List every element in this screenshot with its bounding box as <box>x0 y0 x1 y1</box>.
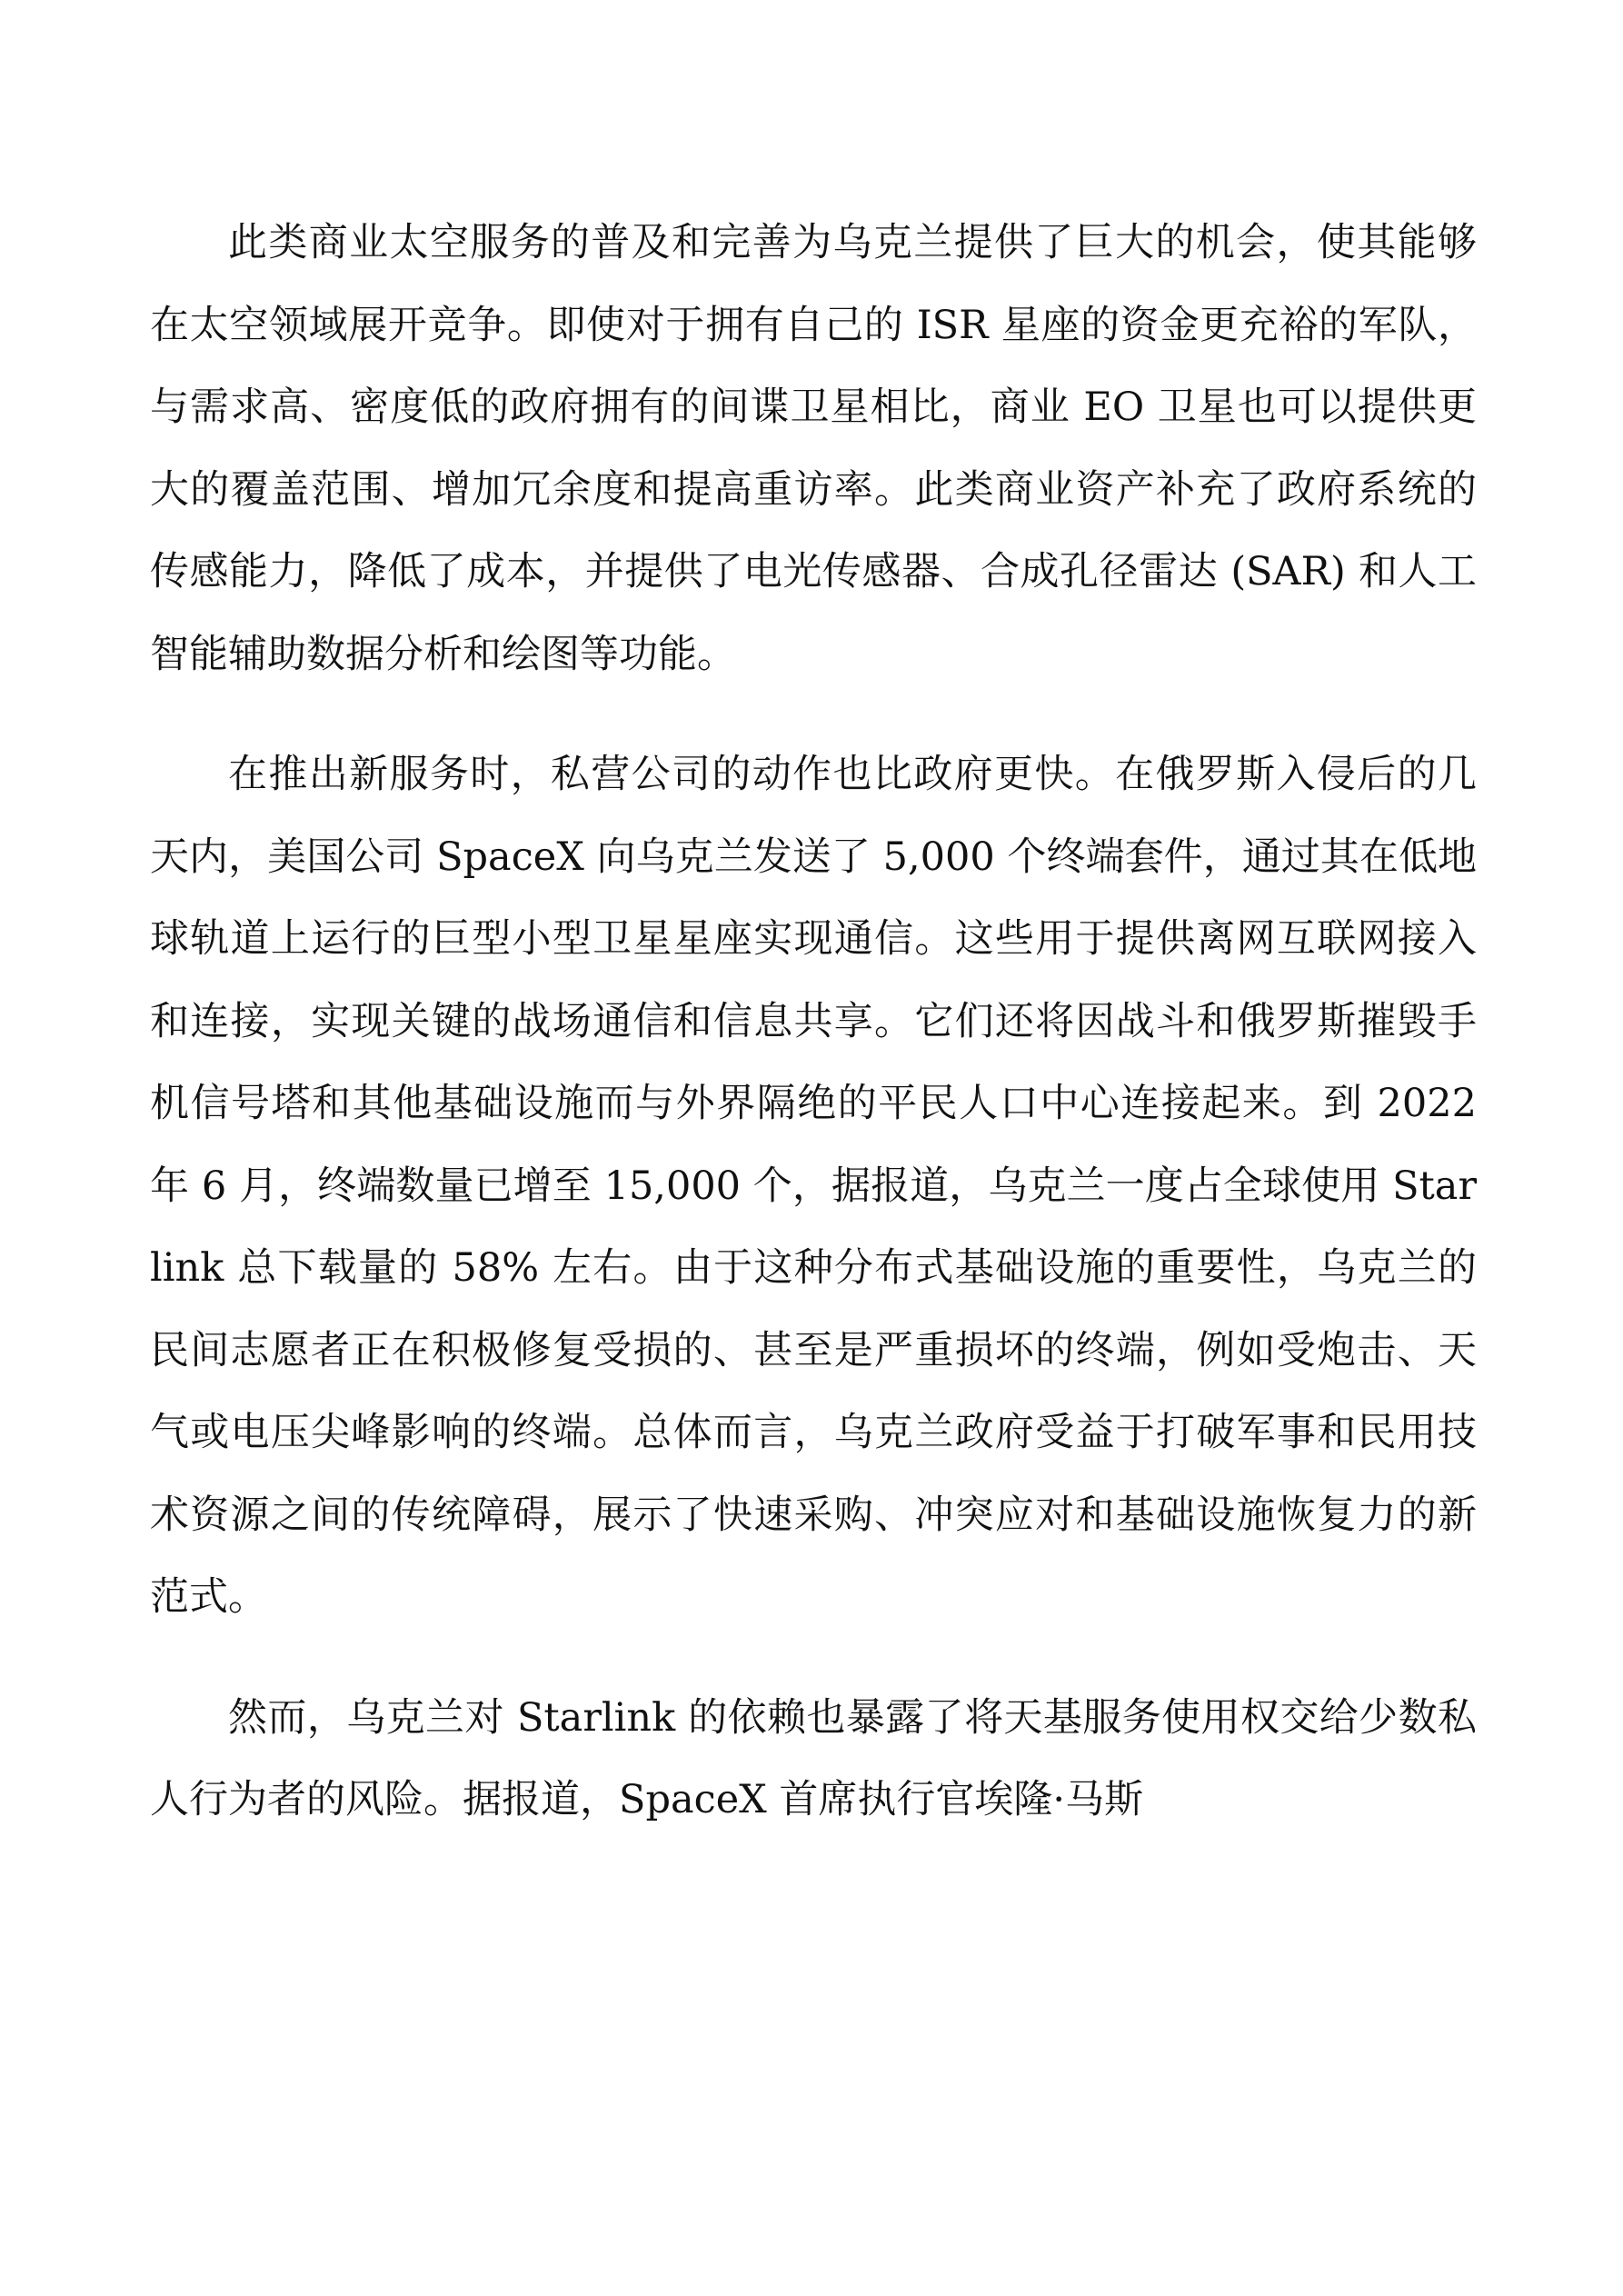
paragraph-private-companies-starlink: 在推出新服务时，私营公司的动作也比政府更快。在俄罗斯入侵后的几天内，美国公司 SpaceX 向乌克兰发送了 5,000 个终端套件，通过其在低地球轨道上运行的巨型小型卫星星座实现通信。这些用于提供离网互联网接入和连接，实现关键的战场通信和信息共享。它们还将因战斗和俄罗斯摧毁手机信号塔和其他基础设施而与外界隔绝的平民人口中心连接起来。到 2022 年 6 月，终端数量已增至 15,000 个，据报道，乌克兰一度占全球使用 Starlink 总下载量的 58% 左右。由于这种分布式基础设施的重要性，乌克兰的民间志愿者正在积极修复受损的、甚至是严重损坏的终端，例如受炮击、天气或电压尖峰影响的终端。总体而言，乌克兰政府受益于打破军事和民用技术资源之间的传统障碍，展示了快速采购、冲突应对和基础设施恢复力的新范式。 <box>150 752 1477 1620</box>
document-body <box>150 202 1477 1842</box>
paragraph-starlink-dependency-risk: 然而，乌克兰对 Starlink 的依赖也暴露了将天基服务使用权交给少数私人行为者的风险。据报道，SpaceX 首席执行官埃隆·马斯 <box>150 1694 1477 1822</box>
paragraph-commercial-space-services: 此类商业太空服务的普及和完善为乌克兰提供了巨大的机会，使其能够在太空领域展开竞争。即使对于拥有自己的 ISR 星座的资金更充裕的军队，与需求高、密度低的政府拥有的间谍卫星相比，商业 EO 卫星也可以提供更大的覆盖范围、增加冗余度和提高重访率。此类商业资产补充了政府系统的传感能力，降低了成本，并提供了电光传感器、合成孔径雷达 (SAR) 和人工智能辅助数据分析和绘图等功能。 <box>150 220 1477 677</box>
